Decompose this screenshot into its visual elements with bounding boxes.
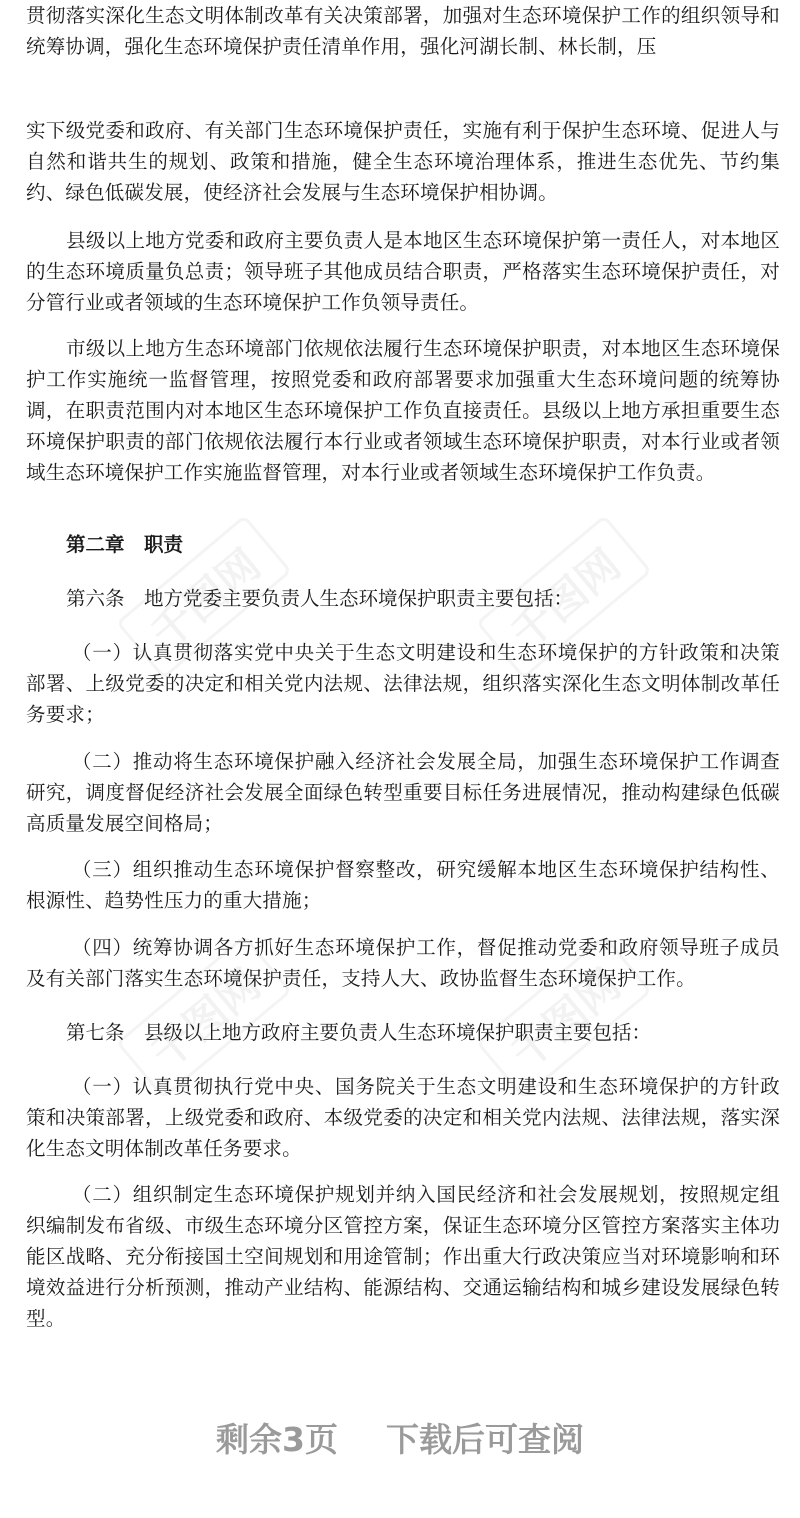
watermark: 千图网 <box>476 515 652 680</box>
article-6-item-1: （一）认真贯彻落实党中央关于生态文明建设和生态环境保护的方针政策和决策部署、上级党委的决定和相关党内法规、法律法规，组织落实深化生态文明体制改革任务要求； <box>26 641 780 726</box>
watermark: 千图网 <box>116 515 292 680</box>
remaining-pages-label: 剩余3页 <box>216 1420 338 1459</box>
download-banner[interactable] <box>0 1415 800 1465</box>
watermark: 千图网 <box>476 935 652 1100</box>
article-6-item-2: （二）推动将生态环境保护融入经济社会发展全局，加强生态环境保护工作调查研究，调度督促经济社会发展全面绿色转型重要目标任务进展情况，推动构建绿色低碳高质量发展空间格局； <box>26 750 780 835</box>
article-7-item-1: （一）认真贯彻执行党中央、国务院关于生态文明建设和生态环境保护的方针政策和决策部署，上级党委和政府、本级党委的决定和相关党内法规、法律法规，落实深化生态文明体制改革任务要求。 <box>26 1075 780 1160</box>
article-7-title: 第七条 县级以上地方政府主要负责人生态环境保护职责主要包括： <box>66 1021 652 1044</box>
article-6-title: 第六条 地方党委主要负责人生态环境保护职责主要包括： <box>66 587 574 610</box>
paragraph-1: 贯彻落实深化生态文明体制改革有关决策部署，加强对生态环境保护工作的组织领导和统筹协调，强化生态环境保护责任清单作用，强化河湖长制、林长制，压 <box>26 4 780 58</box>
download-to-view-label[interactable]: 下载后可查阅 <box>385 1420 584 1459</box>
watermark: 千图网 <box>116 935 292 1100</box>
article-6-item-4: （四）统筹协调各方抓好生态环境保护工作，督促推动党委和政府领导班子成员及有关部门落实生态环境保护责任，支持人大、政协监督生态环境保护工作。 <box>26 936 780 990</box>
chapter-heading: 第二章 职责 <box>66 533 184 556</box>
paragraph-2: 实下级党委和政府、有关部门生态环境保护责任，实施有利于保护生态环境、促进人与自然和谐共生的规划、政策和措施，健全生态环境治理体系，推进生态优先、节约集约、绿色低碳发展，使经济社会发展与生态环境保护相协调。 <box>26 119 780 204</box>
paragraph-3: 县级以上地方党委和政府主要负责人是本地区生态环境保护第一责任人，对本地区的生态环境质量负总责；领导班子其他成员结合职责，严格落实生态环境保护责任，对分管行业或者领域的生态环境保护工作负领导责任。 <box>26 229 780 314</box>
paragraph-4: 市级以上地方生态环境部门依规依法履行生态环境保护职责，对本地区生态环境保护工作实施统一监督管理，按照党委和政府部署要求加强重大生态环境问题的统筹协调，在职责范围内对本地区生态环境保护工作负直接责任。县级以上地方承担重要生态环境保护职责的部门依规依法履行本行业或者领域生态环境保护职责，对本行业或者领域生态环境保护工作实施监督管理，对本行业或者领域生态环境保护工作负责。 <box>26 337 780 484</box>
article-6-item-3: （三）组织推动生态环境保护督察整改，研究缓解本地区生态环境保护结构性、根源性、趋势性压力的重大措施； <box>26 858 780 912</box>
article-7-item-2: （二）组织制定生态环境保护规划并纳入国民经济和社会发展规划，按照规定组织编制发布省级、市级生态环境分区管控方案，保证生态环境分区管控方案落实主体功能区战略、充分衔接国土空间规划和用途管制；作出重大行政决策应当对环境影响和环境效益进行分析预测，推动产业结构、能源结构、交通运输结构和城乡建设发展绿色转型。 <box>26 1183 780 1330</box>
